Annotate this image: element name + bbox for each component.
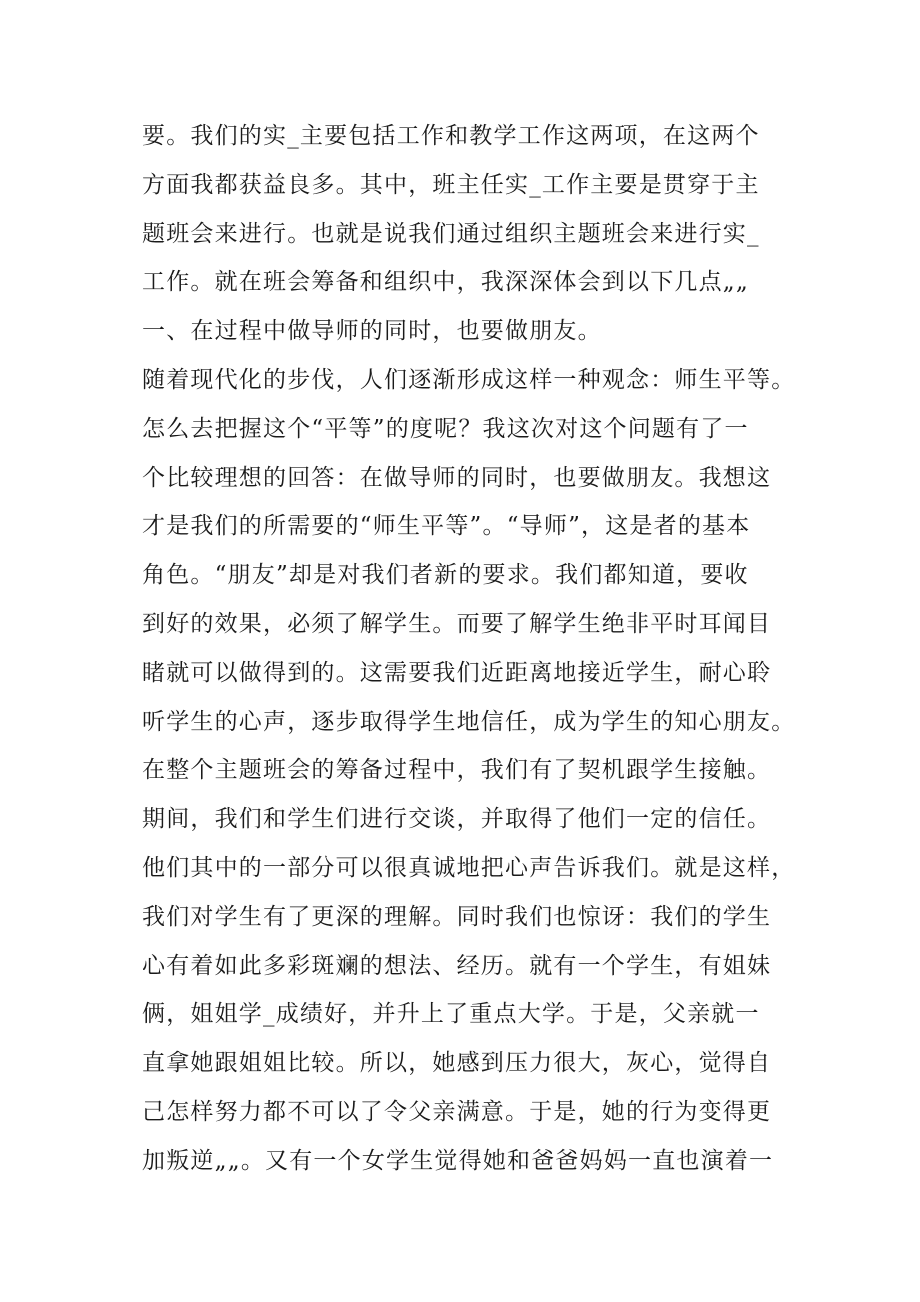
text-line: 睹就可以做得到的。这需要我们近距离地接近学生，耐心聆 xyxy=(142,659,772,686)
text-line: 期间，我们和学生们进行交谈，并取得了他们一定的信任。 xyxy=(142,806,772,833)
text-line: 加叛逆„„。又有一个女学生觉得她和爸爸妈妈一直也演着一 xyxy=(142,1147,774,1174)
text-line: 要。我们的实_主要包括工作和教学工作这两项，在这两个 xyxy=(142,123,760,149)
text-line: 工作。就在班会筹备和组织中，我深深体会到以下几点„„ xyxy=(142,269,750,296)
text-line: 己怎样努力都不可以了令父亲满意。于是，她的行为变得更 xyxy=(142,1098,772,1125)
text-line: 听学生的心声，逐步取得学生地信任，成为学生的知心朋友。 xyxy=(142,708,796,735)
text-line: 他们其中的一部分可以很真诚地把心声告诉我们。就是这样， xyxy=(142,854,796,881)
text-line: 我们对学生有了更深的理解。同时我们也惊讶：我们的学生 xyxy=(142,903,772,930)
text-line: 俩，姐姐学_成绩好，并升上了重点大学。于是，父亲就一 xyxy=(142,1001,760,1028)
text-line: 才是我们的所需要的“师生平等”。“导师”，这是者的基本 xyxy=(142,513,751,540)
body-text xyxy=(142,112,812,1186)
text-line: 方面我都获益良多。其中，班主任实_工作主要是贯穿于主 xyxy=(142,171,760,198)
text-line: 心有着如此多彩斑斓的想法、经历。就有一个学生，有姐妹 xyxy=(142,952,772,979)
text-line: 直拿她跟姐姐比较。所以，她感到压力很大，灰心，觉得自 xyxy=(142,1050,772,1077)
text-line: 角色。“朋友”却是对我们者新的要求。我们都知道，要收 xyxy=(142,562,749,589)
text-line: 到好的效果，必须了解学生。而要了解学生绝非平时耳闻目 xyxy=(142,610,772,637)
text-line: 随着现代化的步伐，人们逐渐形成这样一种观念：师生平等。 xyxy=(142,366,796,393)
section-heading: 一、在过程中做导师的同时，也要做朋友。 xyxy=(142,318,602,345)
text-line: 题班会来进行。也就是说我们通过组织主题班会来进行实_ xyxy=(142,220,760,247)
text-line: 在整个主题班会的筹备过程中，我们有了契机跟学生接触。 xyxy=(142,757,772,784)
text-line: 个比较理想的回答：在做导师的同时，也要做朋友。我想这 xyxy=(142,464,772,491)
text-line: 怎么去把握这个“平等”的度呢？我这次对这个问题有了一 xyxy=(142,415,749,442)
